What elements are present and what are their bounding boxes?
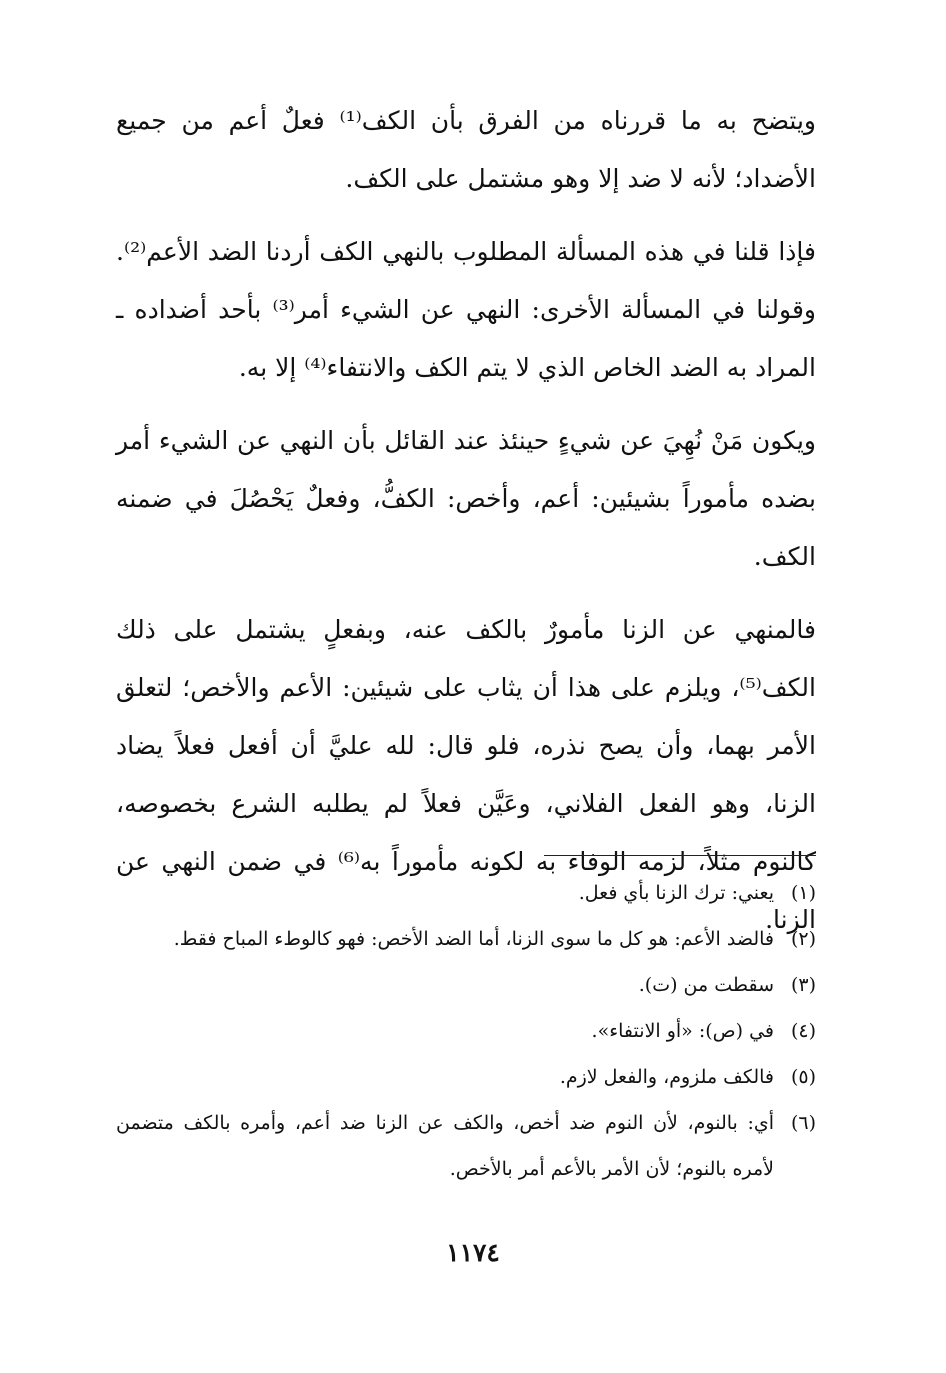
footnote-text: أي: بالنوم، لأن النوم ضد أخص، والكف عن الزنا ضد أعم، وأمره بالكف متضمن لأمره بالنوم؛ لأن الأمر بالأعم أمر بالأخص.	[116, 1112, 774, 1180]
footnote-3	[116, 962, 816, 1008]
footnotes	[116, 870, 816, 1192]
footnote-5	[116, 1054, 816, 1100]
footnote-text: في (ص): «أو الانتفاء».	[591, 1020, 774, 1042]
footnote-number: (١)	[790, 882, 816, 904]
footnote-text: فالكف ملزوم، والفعل لازم.	[559, 1066, 774, 1088]
paragraph-2: فإذا قلنا في هذه المسألة المطلوب بالنهي الكف أردنا الضد الأعم⁽²⁾. وقولنا في المسألة الأخرى: النهي عن الشيء أمر⁽³⁾ بأحد أضداده ـ المراد به الضد الخاص الذي لا يتم الكف والانتفاء⁽⁴⁾ إلا به.	[116, 237, 816, 382]
paragraph-3: ويكون مَنْ نُهِيَ عن شيءٍ حينئذ عند القائل بأن النهي عن الشيء أمر بضده مأموراً بشيئين: أعم، وأخص: الكفُّ، وفعلٌ يَحْصُلَ في ضمنه الكف.	[116, 426, 816, 571]
paragraph-1: ويتضح به ما قررناه من الفرق بأن الكف⁽¹⁾ فعلٌ أعم من جميع الأضداد؛ لأنه لا ضد إلا وهو مشتمل على الكف.	[116, 106, 816, 193]
footnote-number: (٤)	[790, 1020, 816, 1042]
footnote-2	[116, 916, 816, 962]
footnote-6	[116, 1100, 816, 1192]
footnote-number: (٣)	[790, 974, 816, 996]
footnote-text: فالضد الأعم: هو كل ما سوى الزنا، أما الضد الأخص: فهو كالوطء المباح فقط.	[173, 928, 774, 950]
footnote-number: (٢)	[790, 928, 816, 950]
footnote-text: سقطت من (ت).	[638, 974, 774, 996]
footnote-number: (٦)	[790, 1112, 816, 1134]
page-number: ١١٧٤	[446, 1238, 500, 1267]
footnote-text: يعني: ترك الزنا بأي فعل.	[578, 882, 774, 904]
footnote-separator	[544, 855, 816, 856]
footnote-4	[116, 1008, 816, 1054]
footnote-number: (٥)	[790, 1066, 816, 1088]
main-text	[116, 92, 816, 964]
paragraph-4: فالمنهي عن الزنا مأمورٌ بالكف عنه، وبفعلٍ يشتمل على ذلك الكف⁽⁵⁾، ويلزم على هذا أن يثاب على شيئين: الأعم والأخص؛ لتعلق الأمر بهما، وأن يصح نذره، فلو قال: لله عليَّ أن أفعل فعلاً يضاد الزنا، وهو الفعل الفلاني، وعَيَّن فعلاً لم يطلبه الشرع بخصوصه، كالنوم مثلاً، لزمه الوفاء به لكونه مأموراً به⁽⁶⁾ في ضمن النهي عن الزنا.	[116, 615, 817, 934]
footnote-1	[116, 870, 816, 916]
